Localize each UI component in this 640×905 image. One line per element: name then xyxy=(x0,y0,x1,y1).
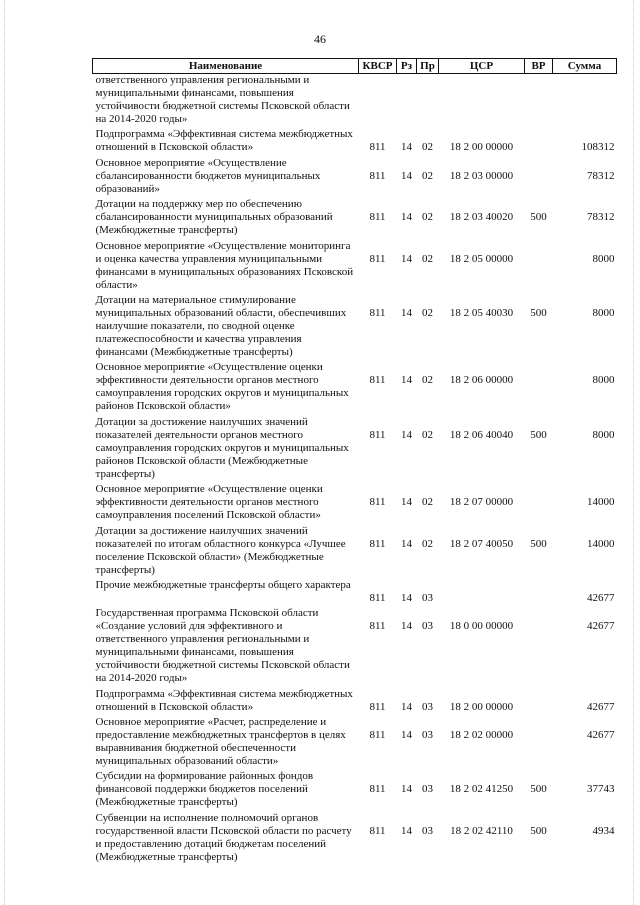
cell-vr xyxy=(525,361,553,415)
header-vr: ВР xyxy=(525,59,553,74)
cell-pr: 03 xyxy=(422,824,433,837)
cell-pr: 02 xyxy=(422,211,433,224)
cell-csr: 18 2 02 42110 xyxy=(450,824,513,837)
cell-sum: 8000 xyxy=(592,374,615,387)
cell-sum: 42677 xyxy=(587,620,615,633)
cell-csr: 18 2 02 41250 xyxy=(449,783,514,796)
cell-name: Дотации на поддержку мер по обеспечению сбалансированности муниципальных образований (Межбюджетные трансферты) xyxy=(95,198,333,237)
scan-margin-line-right xyxy=(633,0,634,905)
cell-sum: 78312 xyxy=(587,169,615,182)
cell-kvsr: 811 xyxy=(369,729,386,742)
cell-csr: 18 2 07 40050 xyxy=(449,537,514,550)
cell-csr xyxy=(439,579,525,607)
table-row xyxy=(93,294,617,361)
cell-vr: 500 xyxy=(530,783,547,796)
cell-rz: 14 xyxy=(401,211,412,224)
cell-sum: 37743 xyxy=(587,783,615,796)
cell-vr xyxy=(525,157,553,198)
header-sum: Сумма xyxy=(553,59,617,74)
cell-sum: 14000 xyxy=(587,496,615,509)
cell-csr xyxy=(439,74,525,129)
cell-vr xyxy=(525,483,553,524)
cell-rz: 14 xyxy=(401,141,412,154)
table-row xyxy=(93,198,617,239)
cell-pr: 02 xyxy=(422,306,433,319)
header-rz: Рз xyxy=(397,59,417,74)
cell-vr xyxy=(525,607,553,687)
cell-sum: 8000 xyxy=(592,428,615,441)
cell-name: Субсидии на формирование районных фондов финансовой поддержки бюджетов поселений (Межбюджетные трансферты) xyxy=(95,770,314,809)
cell-name: Подпрограмма «Эффективная система межбюджетных отношений в Псковской области» xyxy=(95,687,353,713)
table-row xyxy=(93,240,617,294)
table-row xyxy=(93,483,617,524)
cell-vr: 500 xyxy=(530,428,547,441)
table-row xyxy=(93,416,617,483)
cell-sum: 14000 xyxy=(587,537,615,550)
cell-kvsr: 811 xyxy=(369,141,386,154)
cell-kvsr: 811 xyxy=(369,374,386,387)
cell-csr: 18 2 02 00000 xyxy=(449,729,514,742)
header-name: Наименование xyxy=(93,59,359,74)
cell-kvsr: 811 xyxy=(369,537,386,550)
cell-name: ответственного управления региональными и муниципальными финансами, повышения устойчивости бюджетной системы Псковской области на 2014-2020 годы» xyxy=(95,74,350,125)
cell-csr: 18 2 05 00000 xyxy=(449,252,514,265)
cell-sum: 42677 xyxy=(587,700,615,713)
table-row xyxy=(93,607,617,687)
cell-pr: 02 xyxy=(422,496,433,509)
cell-kvsr: 811 xyxy=(369,700,386,713)
cell-csr: 18 2 05 40030 xyxy=(449,306,514,319)
cell-sum: 8000 xyxy=(592,252,615,265)
table-body xyxy=(93,74,617,867)
cell-csr: 18 2 06 40040 xyxy=(449,428,514,441)
cell-name: Основное мероприятие «Осуществление оценки эффективности деятельности органов местного самоуправления городских округов и муниципальных районов Псковской области» xyxy=(95,361,349,413)
table-row xyxy=(93,128,617,156)
cell-rz: 14 xyxy=(401,169,412,182)
cell-pr: 03 xyxy=(422,591,433,604)
cell-kvsr: 811 xyxy=(369,306,386,319)
cell-name: Подпрограмма «Эффективная система межбюджетных отношений в Псковской области» xyxy=(95,128,353,154)
cell-kvsr: 811 xyxy=(369,591,386,604)
cell-csr: 18 2 06 00000 xyxy=(449,374,514,387)
cell-name: Дотации на материальное стимулирование муниципальных образований области, обеспечивших наилучшие показатели, по сводной оценке платежеспособности и качества управления финансами (Межбюджетные трансферты) xyxy=(95,293,347,358)
cell-sum: 8000 xyxy=(592,306,615,319)
cell-pr: 03 xyxy=(422,700,433,713)
cell-csr: 18 0 00 00000 xyxy=(449,620,514,633)
table-row xyxy=(93,688,617,716)
cell-csr: 18 2 03 00000 xyxy=(449,169,514,182)
cell-rz: 14 xyxy=(401,496,412,509)
cell-csr: 18 2 00 00000 xyxy=(449,141,514,154)
cell-rz: 14 xyxy=(401,306,412,319)
cell-name: Основное мероприятие «Расчет, распределение и предоставление межбюджетных трансфертов в целях выравнивания бюджетной обеспеченности муниципальных образований области» xyxy=(95,716,346,768)
cell-sum: 42677 xyxy=(587,729,615,742)
cell-csr: 18 2 07 00000 xyxy=(449,496,514,509)
cell-rz: 14 xyxy=(401,700,412,713)
cell-pr: 02 xyxy=(422,169,433,182)
cell-rz: 14 xyxy=(401,824,412,837)
cell-rz xyxy=(397,74,417,129)
cell-kvsr: 811 xyxy=(369,252,386,265)
cell-rz: 14 xyxy=(401,252,412,265)
cell-kvsr: 811 xyxy=(369,428,386,441)
cell-rz: 14 xyxy=(401,620,412,633)
header-kvsr: КВСР xyxy=(359,59,397,74)
cell-pr: 02 xyxy=(422,141,433,154)
table-row xyxy=(93,579,617,607)
cell-kvsr: 811 xyxy=(369,211,386,224)
cell-name: Основное мероприятие «Осуществление оценки эффективности деятельности органов местного самоуправления поселений Псковской области» xyxy=(95,483,323,522)
cell-name: Государственная программа Псковской области «Создание условий для эффективного и ответственного управления региональными и муниципальными финансами, повышения устойчивости бюджетной системы Псковской области на 2014-2020 годы» xyxy=(95,607,350,685)
cell-rz: 14 xyxy=(401,374,412,387)
cell-kvsr: 811 xyxy=(369,620,386,633)
cell-sum: 42677 xyxy=(587,591,615,604)
cell-kvsr xyxy=(359,74,397,129)
cell-rz: 14 xyxy=(401,729,412,742)
scan-margin-line-left xyxy=(4,0,5,905)
cell-vr xyxy=(525,74,553,129)
cell-sum: 78312 xyxy=(587,211,615,224)
table-row xyxy=(93,74,617,129)
cell-kvsr: 811 xyxy=(369,783,386,796)
cell-rz: 14 xyxy=(401,428,412,441)
cell-sum xyxy=(553,74,617,129)
cell-kvsr: 811 xyxy=(369,824,386,837)
table-row xyxy=(93,361,617,415)
header-csr: ЦСР xyxy=(439,59,525,74)
cell-vr xyxy=(525,240,553,294)
cell-pr: 03 xyxy=(422,729,433,742)
cell-kvsr: 811 xyxy=(369,496,386,509)
cell-vr xyxy=(525,128,553,156)
cell-name: Основное мероприятие «Осуществление мониторинга и оценка качества управления муниципальными финансами в муниципальных образованиях Псковской области» xyxy=(95,239,354,291)
page-number: 46 xyxy=(314,32,326,46)
table-row xyxy=(93,716,617,770)
budget-table xyxy=(92,58,616,866)
table-row xyxy=(93,157,617,198)
cell-sum: 4934 xyxy=(592,824,615,837)
cell-name: Дотации за достижение наилучших значений показателей по итогам областного конкурса «Лучшее поселение Псковской области» (Межбюджетные трансферты) xyxy=(95,524,346,576)
cell-name: Основное мероприятие «Осуществление сбалансированности бюджетов муниципальных образований» xyxy=(95,156,321,195)
cell-csr: 18 2 03 40020 xyxy=(449,211,514,224)
cell-rz: 14 xyxy=(401,537,412,550)
cell-kvsr: 811 xyxy=(369,169,386,182)
cell-vr: 500 xyxy=(530,306,547,319)
cell-vr xyxy=(525,716,553,770)
cell-pr xyxy=(417,74,439,129)
cell-rz: 14 xyxy=(401,591,412,604)
cell-pr: 03 xyxy=(422,783,433,796)
table-header-row xyxy=(93,59,617,74)
cell-vr xyxy=(525,688,553,716)
cell-csr: 18 2 00 00000 xyxy=(449,700,514,713)
cell-pr: 02 xyxy=(422,428,433,441)
cell-name: Субвенции на исполнение полномочий органов государственной власти Псковской области по расчету и предоставлению дотаций бюджетам поселений (Межбюджетные трансферты) xyxy=(95,811,352,863)
cell-name: Прочие межбюджетные трансферты общего характера xyxy=(95,578,351,591)
cell-pr: 02 xyxy=(422,252,433,265)
header-pr: Пр xyxy=(417,59,439,74)
table-row xyxy=(93,812,617,866)
cell-pr: 03 xyxy=(422,620,433,633)
cell-pr: 02 xyxy=(422,537,433,550)
cell-vr xyxy=(525,579,553,607)
cell-rz: 14 xyxy=(401,783,412,796)
table-row xyxy=(93,770,617,811)
cell-pr: 02 xyxy=(422,374,433,387)
cell-sum: 108312 xyxy=(581,141,615,154)
cell-name: Дотации за достижение наилучших значений показателей деятельности органов местного самоуправления городских округов и муниципальных районов Псковской области (Межбюджетные трансферты) xyxy=(95,415,349,480)
cell-vr: 500 xyxy=(530,211,547,224)
cell-vr: 500 xyxy=(530,537,547,550)
cell-vr: 500 xyxy=(530,824,547,837)
table-row xyxy=(93,525,617,579)
